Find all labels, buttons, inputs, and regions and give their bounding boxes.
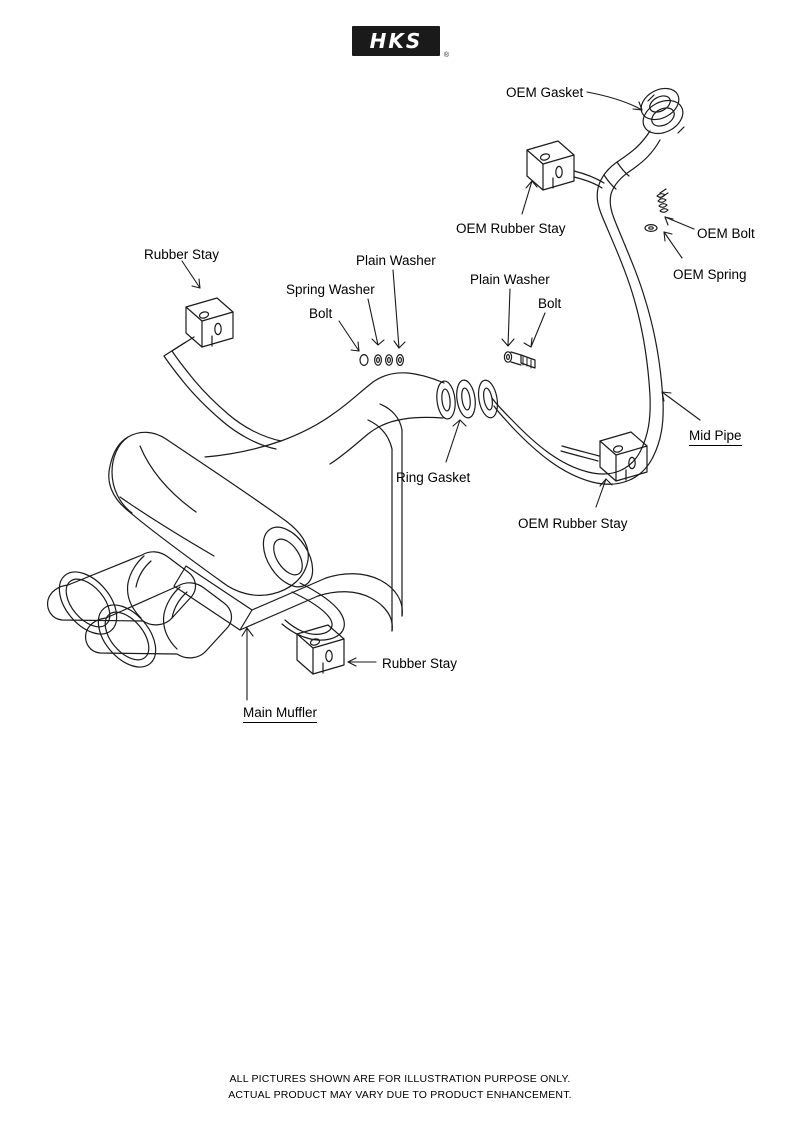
label-ring-gasket: Ring Gasket xyxy=(396,470,471,485)
disclaimer-line-1: ALL PICTURES SHOWN ARE FOR ILLUSTRATION PURPOSE ONLY. xyxy=(229,1073,571,1085)
label-rubber-stay-bottom: Rubber Stay xyxy=(382,656,458,671)
registered-mark: ® xyxy=(443,52,449,59)
label-oem-rubber-stay-upper: OEM Rubber Stay xyxy=(456,221,566,236)
label-oem-bolt: OEM Bolt xyxy=(697,226,755,241)
label-oem-rubber-stay-lower: OEM Rubber Stay xyxy=(518,516,628,531)
label-plain-washer-left: Plain Washer xyxy=(356,253,436,268)
label-bolt-right: Bolt xyxy=(538,296,562,311)
label-main-muffler: Main Muffler xyxy=(243,705,317,723)
label-oem-spring: OEM Spring xyxy=(673,267,747,282)
label-bolt-left: Bolt xyxy=(309,306,333,321)
disclaimer-line-2: ACTUAL PRODUCT MAY VARY DUE TO PRODUCT ENHANCEMENT. xyxy=(228,1088,572,1101)
label-oem-gasket: OEM Gasket xyxy=(506,85,584,100)
logo-text: HKS xyxy=(369,29,423,53)
label-spring-washer: Spring Washer xyxy=(286,282,375,297)
label-rubber-stay-upper-left: Rubber Stay xyxy=(144,247,220,262)
label-mid-pipe: Mid Pipe xyxy=(689,428,742,446)
label-plain-washer-right: Plain Washer xyxy=(470,272,550,287)
footer-disclaimer xyxy=(0,1072,800,1104)
